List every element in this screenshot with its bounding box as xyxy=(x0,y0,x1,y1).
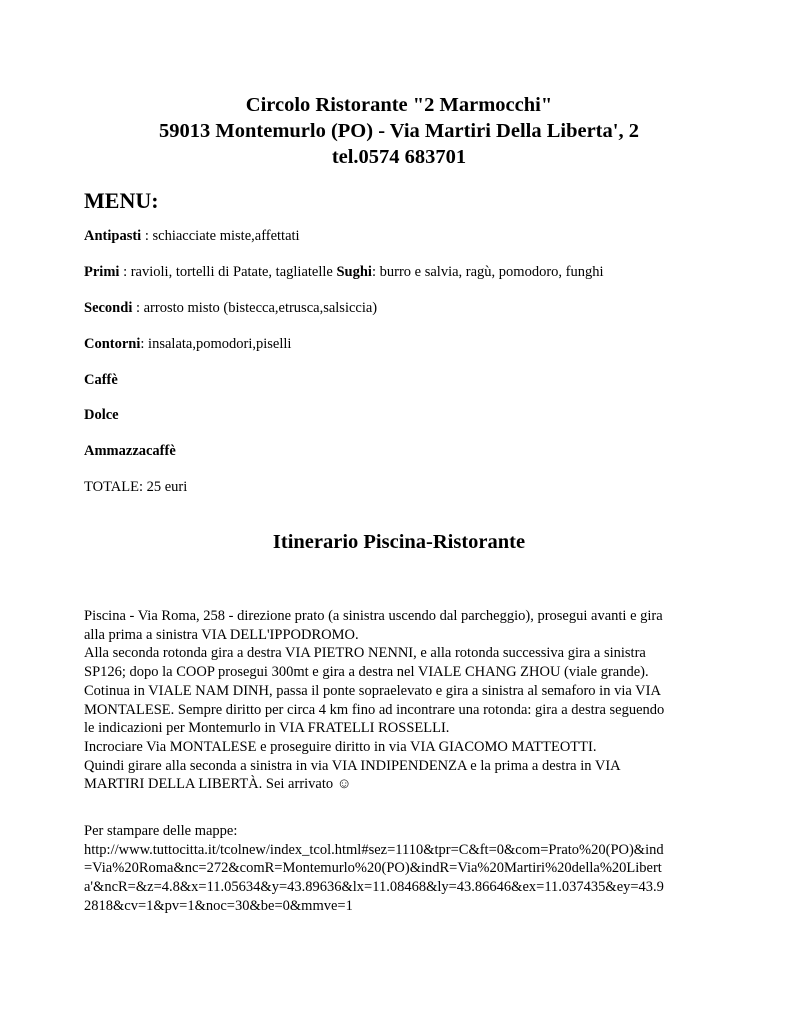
secondi-label: Secondi xyxy=(84,300,133,316)
maps-section xyxy=(84,822,714,916)
sughi-label: Sughi xyxy=(336,264,372,280)
dolce-label: Dolce xyxy=(84,407,119,423)
directions-line: alla prima a sinistra VIA DELL'IPPODROMO. xyxy=(84,626,359,643)
maps-url-line[interactable]: 2818&cv=1&pv=1&noc=30&be=0&mmve=1 xyxy=(84,897,353,914)
menu-item-secondi xyxy=(84,300,377,317)
directions-line: SP126; dopo la COOP prosegui 300mt e gira a destra nel VIALE CHANG ZHOU (viale grande). xyxy=(84,664,649,681)
secondi-text: : arrosto misto (bistecca,etrusca,salsiccia) xyxy=(132,300,378,316)
itinerary-title: Itinerario Piscina-Ristorante xyxy=(272,531,526,553)
maps-intro: Per stampare delle mappe: xyxy=(84,823,238,839)
directions-line: MONTALESE. Sempre diritto per circa 4 km fino ad incontrare una rotonda: gira a destra seguendo xyxy=(84,701,665,718)
restaurant-address: 59013 Montemurlo (PO) - Via Martiri Della Liberta', 2 xyxy=(159,120,639,142)
directions-line: Quindi girare alla seconda a sinistra in via VIA INDIPENDENZA e la prima a destra in VIA xyxy=(84,757,621,774)
menu-total: TOTALE: 25 euri xyxy=(84,479,188,495)
menu-item-antipasti xyxy=(84,228,300,245)
directions-line: Piscina - Via Roma, 258 - direzione prato (a sinistra uscendo dal parcheggio), prosegui avanti e gira xyxy=(84,608,663,624)
maps-url-line[interactable]: =Via%20Roma&nc=272&comR=Montemurlo%20(PO)&indR=Via%20Martiri%20della%20Libert xyxy=(84,860,662,877)
menu-item-ammazzacaffe xyxy=(84,443,176,460)
sughi-text: : burro e salvia, ragù, pomodoro, funghi xyxy=(371,264,604,280)
contorni-label: Contorni xyxy=(84,336,141,352)
primi-label: Primi xyxy=(84,264,120,280)
restaurant-phone: tel.0574 683701 xyxy=(331,146,467,168)
antipasti-text: : schiacciate miste,affettati xyxy=(141,228,300,244)
directions-line: Incrociare Via MONTALESE e proseguire diritto in via VIA GIACOMO MATTEOTTI. xyxy=(84,738,597,755)
menu-item-caffe xyxy=(84,372,118,389)
menu-item-primi xyxy=(84,264,604,281)
directions-line: Cotinua in VIALE NAM DINH, passa il ponte sopraelevato e gira a sinistra al semaforo in via VIA xyxy=(84,682,661,699)
maps-url-line[interactable]: a'&ncR=&z=4.8&x=11.05634&y=43.89636&lx=11.08468&ly=43.86646&ex=11.037435&ey=43.9 xyxy=(84,879,664,896)
itinerary-directions xyxy=(84,607,714,794)
directions-line: Alla seconda rotonda gira a destra VIA PIETRO NENNI, e alla rotonda successiva gira a sinistra xyxy=(84,645,646,662)
primi-text: : ravioli, tortelli di Patate, tagliatelle xyxy=(119,264,337,280)
maps-url-line[interactable]: http://www.tuttocitta.it/tcolnew/index_tcol.html#sez=1110&tpr=C&ft=0&com=Prato%20(PO)&ind xyxy=(84,841,664,858)
directions-line: le indicazioni per Montemurlo in VIA FRATELLI ROSSELLI. xyxy=(84,720,450,737)
restaurant-name: Circolo Ristorante "2 Marmocchi" xyxy=(245,94,553,116)
contorni-text: : insalata,pomodori,piselli xyxy=(140,336,292,352)
menu-item-dolce xyxy=(84,407,119,424)
menu-item-contorni xyxy=(84,336,291,353)
caffe-label: Caffè xyxy=(84,372,118,388)
directions-line: MARTIRI DELLA LIBERTÀ. Sei arrivato ☺ xyxy=(84,776,352,793)
antipasti-label: Antipasti xyxy=(84,228,142,244)
menu-title: MENU: xyxy=(84,188,159,213)
ammazzacaffe-label: Ammazzacaffè xyxy=(84,443,176,459)
restaurant-header xyxy=(84,92,714,170)
